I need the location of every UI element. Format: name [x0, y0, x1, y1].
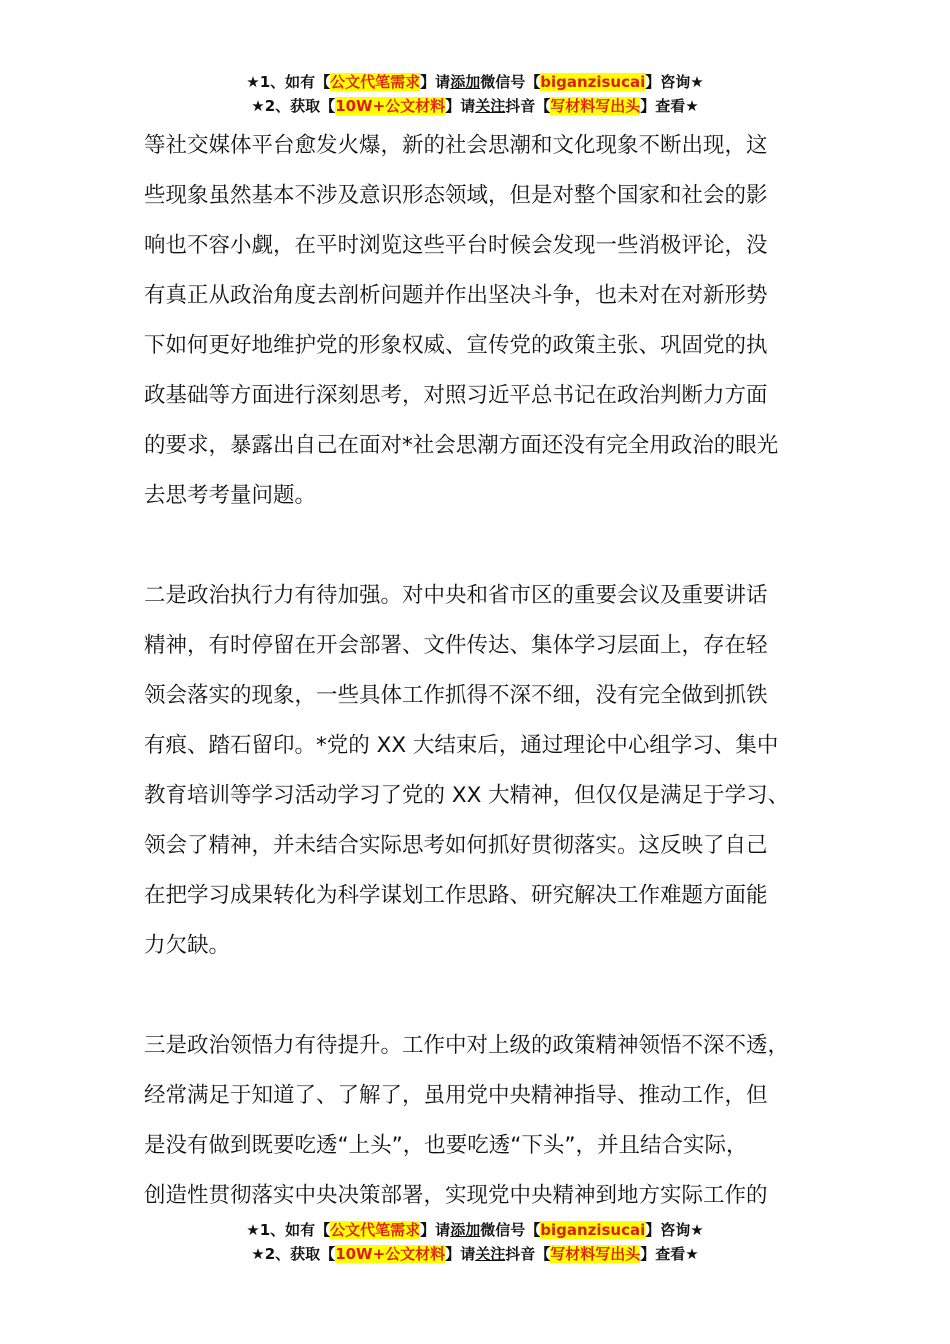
paragraph-3 [144, 1021, 834, 1221]
text-line: 在把学习成果转化为科学谋划工作思路、研究解决工作难题方面能 [144, 883, 768, 908]
paragraph-spacer [144, 971, 834, 1021]
header-banner [0, 70, 950, 118]
paragraph-2 [144, 571, 834, 971]
banner-line-1 [0, 1218, 950, 1242]
text-line: 教育培训等学习活动学习了党的 XX 大精神，但仅仅是满足于学习、 [144, 783, 790, 808]
banner-text: 】查看★ [640, 1245, 699, 1263]
banner-text: 】请 [445, 97, 476, 115]
text-line: 三是政治领悟力有待提升。工作中对上级的政策精神领悟不深不透， [144, 1033, 790, 1058]
text-line: 些现象虽然基本不涉及意识形态领域，但是对整个国家和社会的影 [144, 183, 768, 208]
text-line: 精神，有时停留在开会部署、文件传达、集体学习层面上，存在轻 [144, 633, 768, 658]
banner-text: 微信号【 [480, 73, 541, 91]
add-emphasis: 添加 [450, 1221, 481, 1239]
douyin-account-highlight: 写材料写出头 [550, 97, 641, 115]
banner-line-2 [0, 94, 950, 118]
banner-text: 】咨询★ [645, 1221, 704, 1239]
wechat-id-highlight: biganzisucai [540, 73, 646, 91]
text-line: 领会了精神，并未结合实际思考如何抓好贯彻落实。这反映了自己 [144, 833, 768, 858]
paragraph-spacer [144, 521, 834, 571]
banner-text: 微信号【 [480, 1221, 541, 1239]
banner-text: ★1、如有【 [246, 1221, 331, 1239]
text-line: 是没有做到既要吃透“上头”，也要吃透“下头”，并且结合实际， [144, 1133, 748, 1158]
paragraph-1 [144, 121, 834, 521]
text-line: 经常满足于知道了、了解了，虽用党中央精神指导、推动工作，但 [144, 1083, 768, 1108]
douyin-account-highlight: 写材料写出头 [550, 1245, 641, 1263]
wechat-id-highlight: biganzisucai [540, 1221, 646, 1239]
banner-text: 抖音【 [505, 97, 551, 115]
follow-emphasis: 关注 [475, 97, 506, 115]
banner-text: ★1、如有【 [246, 73, 331, 91]
banner-text: 】请 [420, 1221, 451, 1239]
text-line: 力欠缺。 [144, 933, 231, 958]
banner-text: ★2、获取【 [251, 97, 336, 115]
text-line: 领会落实的现象，一些具体工作抓得不深不细，没有完全做到抓铁 [144, 683, 768, 708]
banner-text: 】咨询★ [645, 73, 704, 91]
text-line: 等社交媒体平台愈发火爆，新的社会思潮和文化现象不断出现，这 [144, 133, 768, 158]
follow-emphasis: 关注 [475, 1245, 506, 1263]
banner-text: ★2、获取【 [251, 1245, 336, 1263]
banner-line-1 [0, 70, 950, 94]
document-body [144, 121, 834, 1221]
text-line: 下如何更好地维护党的形象权威、宣传党的政策主张、巩固党的执 [144, 333, 768, 358]
text-line: 有痕、踏石留印。*党的 XX 大结束后，通过理论中心组学习、集中 [144, 733, 779, 758]
text-line: 二是政治执行力有待加强。对中央和省市区的重要会议及重要讲话 [144, 583, 768, 608]
service-highlight: 公文代笔需求 [330, 73, 421, 91]
banner-text: 】查看★ [640, 97, 699, 115]
footer-banner [0, 1218, 950, 1266]
text-line: 有真正从政治角度去剖析问题并作出坚决斗争，也未对在对新形势 [144, 283, 768, 308]
banner-text: 】请 [420, 73, 451, 91]
service-highlight: 公文代笔需求 [330, 1221, 421, 1239]
text-line: 响也不容小觑，在平时浏览这些平台时候会发现一些消极评论，没 [144, 233, 768, 258]
banner-text: 】请 [445, 1245, 476, 1263]
add-emphasis: 添加 [450, 73, 481, 91]
banner-line-2 [0, 1242, 950, 1266]
text-line: 创造性贯彻落实中央决策部署，实现党中央精神到地方实际工作的 [144, 1183, 768, 1208]
text-line: 的要求，暴露出自己在面对*社会思潮方面还没有完全用政治的眼光 [144, 433, 779, 458]
text-line: 政基础等方面进行深刻思考，对照习近平总书记在政治判断力方面 [144, 383, 768, 408]
materials-highlight: 10W+公文材料 [335, 97, 446, 115]
text-line: 去思考考量问题。 [144, 483, 317, 508]
materials-highlight: 10W+公文材料 [335, 1245, 446, 1263]
banner-text: 抖音【 [505, 1245, 551, 1263]
